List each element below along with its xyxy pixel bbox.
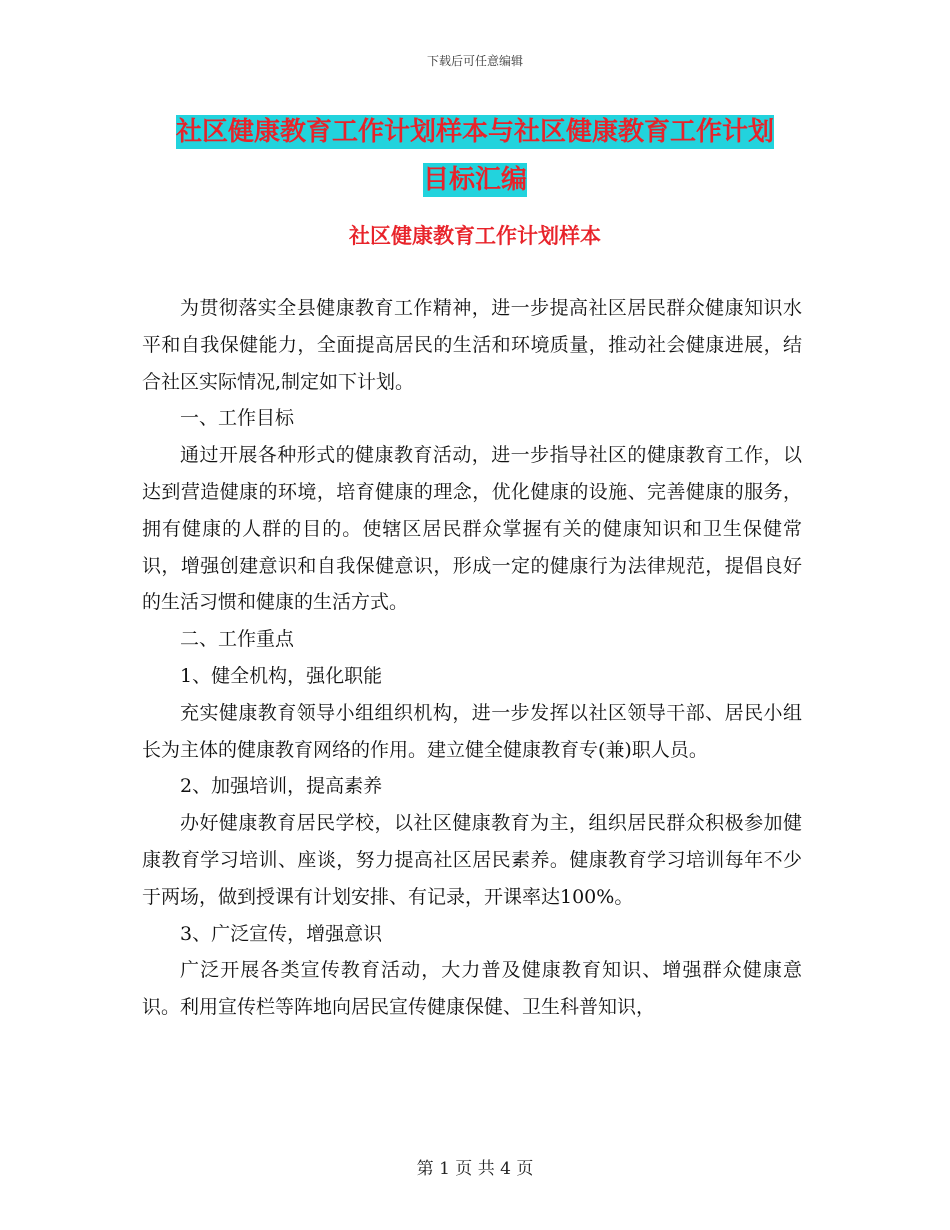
document-title-line-1: 社区健康教育工作计划样本与社区健康教育工作计划	[175, 117, 774, 147]
paragraph: 广泛开展各类宣传教育活动，大力普及健康教育知识、增强群众健康意识。利用宣传栏等阵地向居民宣传健康保健、卫生科普知识，	[142, 959, 802, 1019]
subheading: 1、健全机构，强化职能	[180, 664, 383, 687]
document-body	[142, 290, 802, 1026]
page-header: 下载后可任意编辑	[426, 54, 523, 68]
paragraph: 办好健康教育居民学校，以社区健康教育为主，组织居民群众积极参加健康教育学习培训、座谈，努力提高社区居民素养。健康教育学习培训每年不少于两场，做到授课有计划安排、有记录，开课率达100%。	[142, 812, 802, 908]
document-title-line-2: 目标汇编	[422, 165, 527, 195]
heading-work-focus: 二、工作重点	[180, 628, 295, 651]
paragraph: 通过开展各种形式的健康教育活动，进一步指导社区的健康教育工作，以达到营造健康的环境，培育健康的理念，优化健康的设施、完善健康的服务，拥有健康的人群的目的。使辖区居民群众掌握有关的健康知识和卫生保健常识，增强创建意识和自我保健意识，形成一定的健康行为法律规范，提倡良好的生活习惯和健康的生活方式。	[142, 444, 802, 614]
subheading: 3、广泛宣传，增强意识	[180, 922, 383, 945]
paragraph: 为贯彻落实全县健康教育工作精神，进一步提高社区居民群众健康知识水平和自我保健能力，全面提高居民的生活和环境质量，推动社会健康进展，结合社区实际情况,制定如下计划。	[142, 297, 802, 393]
page-number: 第 1 页 共 4 页	[416, 1159, 534, 1179]
subheading: 2、加强培训，提高素养	[180, 775, 383, 798]
heading-work-goals: 一、工作目标	[180, 407, 295, 430]
paragraph: 充实健康教育领导小组组织机构，进一步发挥以社区领导干部、居民小组长为主体的健康教育网络的作用。建立健全健康教育专(兼)职人员。	[142, 701, 802, 761]
section-title: 社区健康教育工作计划样本	[349, 223, 601, 248]
document-title	[140, 108, 810, 204]
